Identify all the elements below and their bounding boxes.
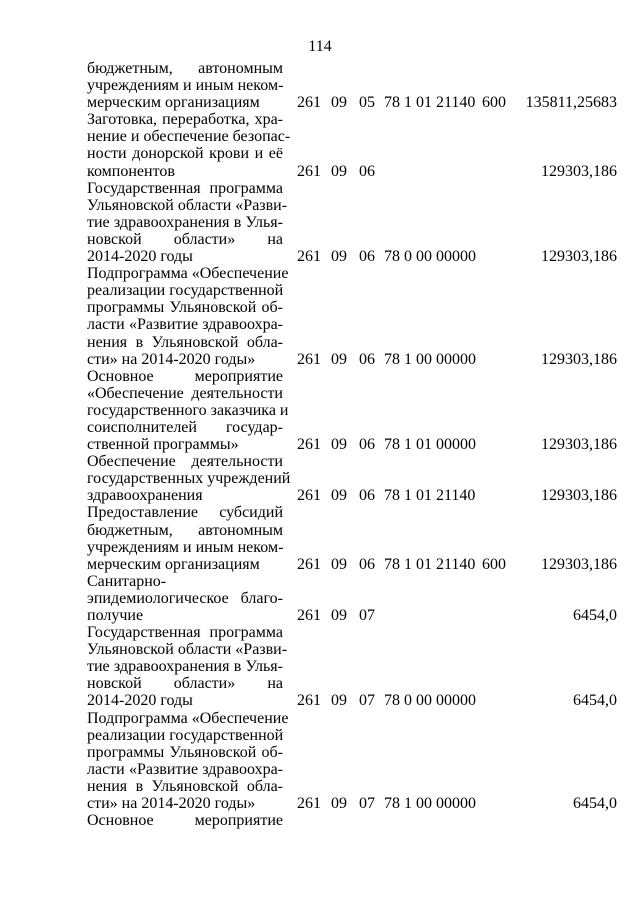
subsection-code: 07 bbox=[359, 692, 375, 710]
description-line: нения в Ульяновской обла- bbox=[87, 777, 283, 795]
target-article-code: 78 1 01 21140 bbox=[384, 94, 476, 112]
section-code: 09 bbox=[331, 248, 347, 266]
table-row bbox=[87, 265, 617, 368]
row-description bbox=[87, 111, 291, 180]
amount-value: 129303,186 bbox=[541, 436, 617, 454]
section-code: 09 bbox=[331, 350, 347, 368]
table-row bbox=[87, 368, 617, 453]
description-line: государственного заказчика и bbox=[87, 401, 289, 419]
row-description bbox=[87, 812, 283, 829]
target-article-code: 78 1 01 21140 bbox=[384, 555, 476, 573]
subsection-code: 06 bbox=[359, 248, 375, 266]
grbs-code: 261 bbox=[297, 248, 321, 266]
description-line: бюджетным, автономным bbox=[87, 521, 283, 539]
description-line: сти» на 2014-2020 годы» bbox=[87, 350, 256, 368]
description-line: Подпрограмма «Обеспечение bbox=[87, 709, 289, 727]
grbs-code: 261 bbox=[297, 692, 321, 710]
description-line: Государственная программа bbox=[87, 179, 283, 197]
description-line: бюджетным, автономным bbox=[87, 60, 283, 77]
amount-value: 129303,186 bbox=[541, 350, 617, 368]
subsection-code: 06 bbox=[359, 350, 375, 368]
grbs-code: 261 bbox=[297, 795, 321, 813]
amount-value: 129303,186 bbox=[541, 162, 617, 180]
grbs-code: 261 bbox=[297, 436, 321, 454]
subsection-code: 07 bbox=[359, 607, 375, 624]
description-line: получие bbox=[87, 607, 144, 624]
description-line: программы Ульяновской об- bbox=[87, 299, 283, 317]
section-code: 09 bbox=[331, 555, 347, 573]
description-line: учреждениям и иным неком- bbox=[87, 538, 284, 556]
row-description bbox=[87, 60, 283, 111]
description-line: Основное мероприятие bbox=[87, 367, 283, 385]
description-line: реализации государственной bbox=[87, 282, 284, 300]
description-line: Подпрограмма «Обеспечение bbox=[87, 265, 289, 283]
table-row bbox=[87, 453, 617, 504]
row-description bbox=[87, 265, 289, 368]
grbs-code: 261 bbox=[297, 162, 321, 180]
section-code: 09 bbox=[331, 692, 347, 710]
budget-table bbox=[87, 60, 617, 829]
subsection-code: 06 bbox=[359, 555, 375, 573]
description-line: Государственная программа bbox=[87, 624, 283, 642]
target-article-code: 78 0 00 00000 bbox=[384, 248, 476, 266]
subsection-code: 06 bbox=[359, 436, 375, 454]
description-line: нение и обеспечение безопас- bbox=[87, 128, 291, 146]
row-description bbox=[87, 709, 289, 813]
description-line: новской области» на bbox=[87, 675, 283, 693]
section-code: 09 bbox=[331, 607, 347, 624]
description-line: Ульяновской области «Разви- bbox=[87, 641, 288, 659]
table-row bbox=[87, 504, 617, 572]
description-line: тие здравоохранения в Улья- bbox=[87, 658, 283, 676]
table-row bbox=[87, 111, 617, 179]
amount-value: 135811,25683 bbox=[525, 94, 617, 112]
description-line: Обеспечение деятельности bbox=[87, 453, 283, 471]
description-line: 2014-2020 годы bbox=[87, 692, 193, 710]
row-description bbox=[87, 573, 283, 624]
table-row bbox=[87, 60, 617, 111]
subsection-code: 06 bbox=[359, 487, 375, 505]
description-line: Санитарно- bbox=[87, 572, 167, 590]
table-row bbox=[87, 573, 617, 624]
subsection-code: 05 bbox=[359, 94, 375, 112]
description-line: 2014-2020 годы bbox=[87, 248, 193, 266]
section-code: 09 bbox=[331, 487, 347, 505]
description-line: «Обеспечение деятельности bbox=[87, 384, 283, 402]
row-description bbox=[87, 504, 283, 572]
description-line: учреждениям и иным неком- bbox=[87, 77, 284, 95]
grbs-code: 261 bbox=[297, 607, 321, 624]
description-line: реализации государственной bbox=[87, 726, 284, 744]
row-description bbox=[87, 367, 289, 454]
section-code: 09 bbox=[331, 436, 347, 454]
description-line: мерческим организациям bbox=[87, 94, 260, 112]
description-line: ственной программы» bbox=[87, 436, 239, 454]
target-article-code: 78 1 01 21140 bbox=[384, 487, 476, 505]
row-description bbox=[87, 624, 288, 710]
section-code: 09 bbox=[331, 795, 347, 813]
target-article-code: 78 1 00 00000 bbox=[384, 795, 476, 813]
description-line: здравоохранения bbox=[87, 487, 203, 505]
subsection-code: 07 bbox=[359, 795, 375, 813]
description-line: новской области» на bbox=[87, 230, 283, 248]
description-line: Заготовка, переработка, хра- bbox=[87, 111, 283, 129]
section-code: 09 bbox=[331, 94, 347, 112]
subsection-code: 06 bbox=[359, 162, 375, 180]
page-number: 114 bbox=[308, 38, 332, 55]
description-line: эпидемиологическое благо- bbox=[87, 589, 283, 607]
expense-type-code: 600 bbox=[482, 94, 506, 112]
amount-value: 129303,186 bbox=[541, 248, 617, 266]
row-description bbox=[87, 453, 291, 505]
description-line: ласти «Развитие здравоохра- bbox=[87, 316, 283, 334]
target-article-code: 78 1 01 00000 bbox=[384, 436, 476, 454]
row-description bbox=[87, 179, 288, 266]
description-line: сти» на 2014-2020 годы» bbox=[87, 795, 256, 813]
description-line: Предоставление субсидий bbox=[87, 504, 283, 522]
description-line: Ульяновской области «Разви- bbox=[87, 196, 288, 214]
description-line: нения в Ульяновской обла- bbox=[87, 333, 283, 351]
table-row bbox=[87, 710, 617, 813]
amount-value: 6454,0 bbox=[573, 795, 617, 813]
target-article-code: 78 0 00 00000 bbox=[384, 692, 476, 710]
amount-value: 6454,0 bbox=[573, 607, 617, 624]
section-code: 09 bbox=[331, 162, 347, 180]
description-line: ности донорской крови и её bbox=[87, 145, 283, 163]
description-line: тие здравоохранения в Улья- bbox=[87, 213, 283, 231]
table-row bbox=[87, 624, 617, 709]
table-row bbox=[87, 180, 617, 265]
amount-value: 129303,186 bbox=[541, 487, 617, 505]
description-line: Основное мероприятие bbox=[87, 812, 283, 830]
table-row bbox=[87, 812, 617, 829]
description-line: мерческим организациям bbox=[87, 555, 260, 573]
description-line: государственных учреждений bbox=[87, 470, 291, 488]
amount-value: 129303,186 bbox=[541, 555, 617, 573]
grbs-code: 261 bbox=[297, 94, 321, 112]
amount-value: 6454,0 bbox=[573, 692, 617, 710]
grbs-code: 261 bbox=[297, 350, 321, 368]
grbs-code: 261 bbox=[297, 487, 321, 505]
target-article-code: 78 1 00 00000 bbox=[384, 350, 476, 368]
description-line: программы Ульяновской об- bbox=[87, 743, 283, 761]
description-line: компонентов bbox=[87, 162, 175, 180]
description-line: соисполнителей государ- bbox=[87, 418, 283, 436]
description-line: ласти «Развитие здравоохра- bbox=[87, 760, 283, 778]
expense-type-code: 600 bbox=[482, 555, 506, 573]
grbs-code: 261 bbox=[297, 555, 321, 573]
